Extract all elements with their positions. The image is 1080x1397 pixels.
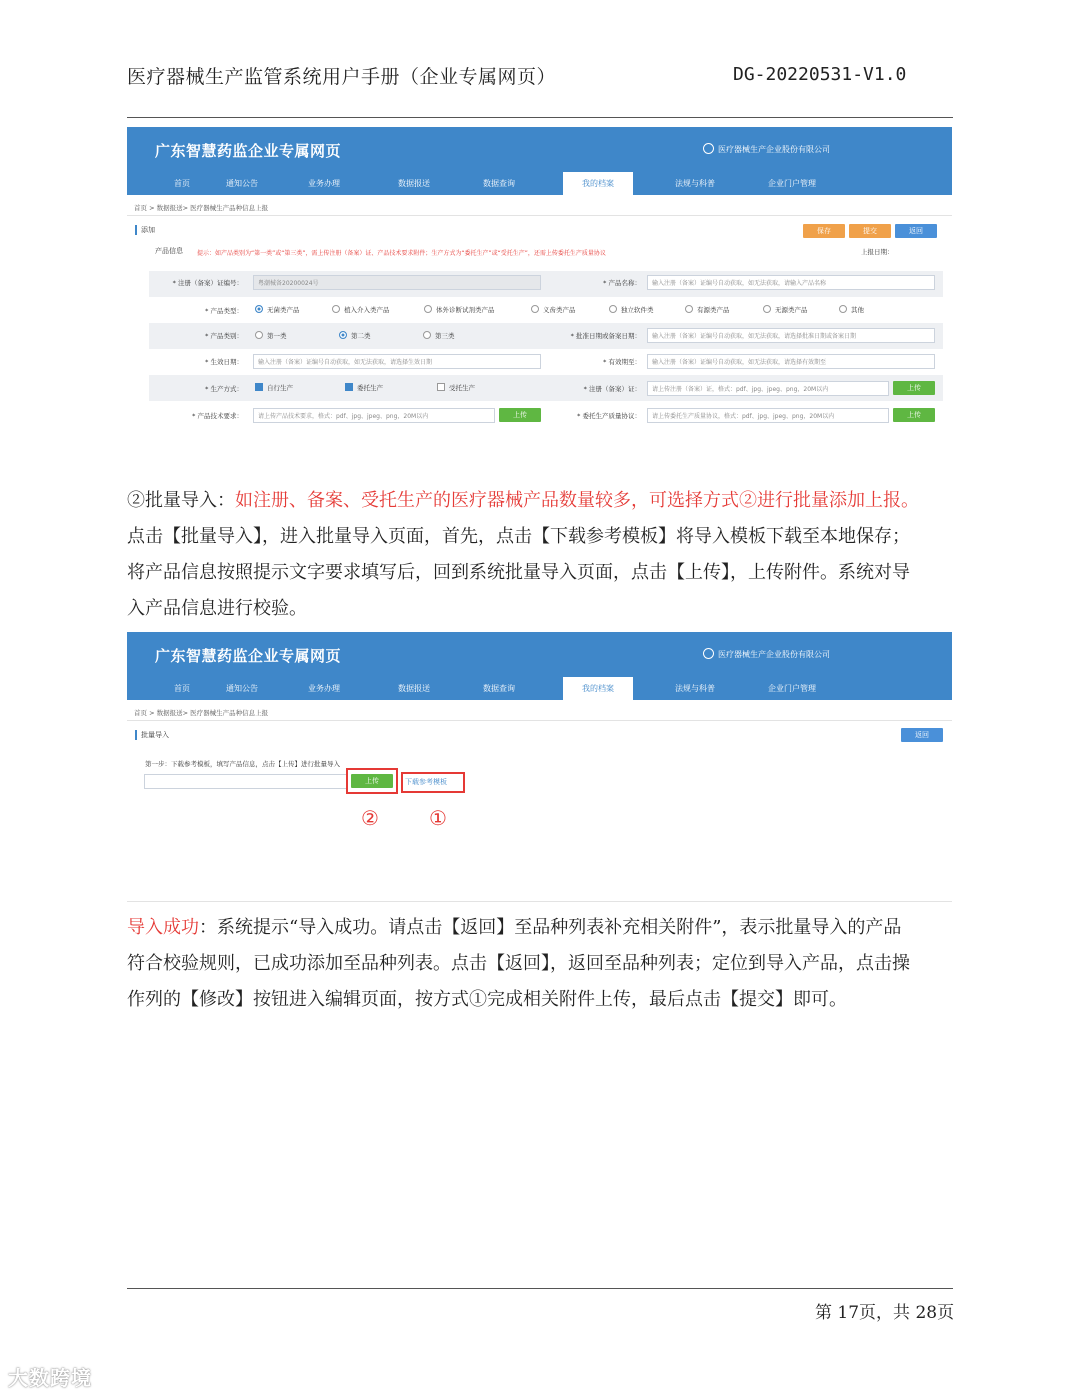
nav-portal-manage[interactable]: 企业门户管理 (768, 684, 816, 693)
radio-label: 第三类 (435, 332, 455, 340)
main-nav (127, 677, 952, 700)
checkbox-option[interactable] (437, 383, 475, 392)
breadcrumb: 首页 > 数据报送> 医疗器械生产品种信息上报 (134, 709, 269, 717)
valid-until-input[interactable]: 输入注册（备案）证编号自动获取，如无法获取，请选择有效期至 (647, 354, 935, 369)
radio-icon (424, 305, 432, 313)
section-title: 批量导入 (135, 730, 169, 740)
nav-business[interactable]: 业务办理 (308, 179, 340, 188)
page-number: 第 17页，共 28页 (815, 1303, 955, 1323)
radio-icon (609, 305, 617, 313)
report-date-label: 上报日期： (861, 248, 894, 256)
radio-option[interactable] (685, 305, 730, 314)
radio-icon (685, 305, 693, 313)
cert-file-input[interactable]: 请上传注册（备案）证，格式：pdf、jpg、jpeg、png，20M以内 (647, 381, 889, 396)
checkbox-option[interactable] (345, 383, 383, 392)
radio-label: 第一类 (267, 332, 287, 340)
divider (127, 901, 952, 902)
form-row (149, 375, 943, 401)
nav-notice[interactable]: 通知公告 (226, 684, 258, 693)
footer-rule (127, 1288, 953, 1289)
section-title: 添加 (135, 225, 155, 235)
radio-option[interactable] (423, 331, 455, 340)
company-account[interactable] (703, 648, 830, 660)
marker-download: ① (429, 806, 447, 830)
product-class-label: * 产品类别： (205, 332, 243, 340)
valid-until-label: * 有效期至： (603, 358, 641, 366)
divider (127, 720, 952, 721)
paragraph-import-success (127, 910, 953, 1018)
screenshot-batch-import (127, 632, 952, 902)
download-template-link[interactable]: 下载参考模板 (405, 778, 447, 786)
reg-no-input[interactable]: 粤潮械备20200024号 (253, 275, 541, 290)
company-name: 医疗器械生产企业股份有限公司 (718, 650, 830, 659)
radio-icon (423, 331, 431, 339)
para-line: 入产品信息进行校验。 (127, 598, 307, 619)
product-info-label: 产品信息 (155, 247, 183, 255)
para-line (127, 483, 953, 519)
radio-label: 体外诊断试剂类产品 (436, 306, 495, 314)
screenshot-add-form (127, 127, 952, 427)
radio-option[interactable] (609, 305, 654, 314)
checkbox-checked-icon (345, 383, 353, 391)
checkbox-label: 受托生产 (449, 384, 475, 392)
tech-req-label: * 产品技术要求： (192, 412, 243, 420)
upload-button[interactable]: 上传 (351, 774, 393, 788)
para-lead: ②批量导入： (127, 490, 235, 511)
portal-banner (127, 127, 952, 195)
para-line: 点击【批量导入】，进入批量导入页面，首先，点击【下载参考模板】将导入模板下载至本地保存； (127, 526, 910, 547)
header-rule (127, 117, 953, 118)
checkbox-label: 委托生产 (357, 384, 383, 392)
radio-option[interactable] (255, 331, 287, 340)
radio-checked-icon (339, 331, 347, 339)
radio-option[interactable] (531, 305, 576, 314)
para-text: ：系统提示“导入成功。请点击【返回】至品种列表补充相关附件”，表示批量导入的产品 (199, 917, 902, 938)
nav-query[interactable]: 数据查询 (483, 684, 515, 693)
radio-checked-icon (255, 305, 263, 313)
approve-date-input[interactable]: 输入注册（备案）证编号自动获取，如无法获取，请选择批准日期或备案日期 (647, 328, 935, 343)
radio-option[interactable] (339, 331, 371, 340)
nav-query[interactable]: 数据查询 (483, 179, 515, 188)
marker-upload: ② (361, 806, 379, 830)
checkbox-icon (437, 383, 445, 391)
nav-report[interactable]: 数据报送 (398, 179, 430, 188)
cert-label: * 注册（备案）证： (583, 385, 641, 393)
radio-label: 第二类 (351, 332, 371, 340)
paragraph-batch-import (127, 483, 953, 627)
nav-portal-manage[interactable]: 企业门户管理 (768, 179, 816, 188)
radio-icon (332, 305, 340, 313)
approve-date-label: * 批准日期或备案日期： (570, 332, 641, 340)
nav-home[interactable]: 首页 (174, 684, 190, 693)
radio-option[interactable] (763, 305, 808, 314)
submit-button[interactable]: 提交 (849, 224, 891, 238)
product-name-input[interactable]: 输入注册（备案）证编号自动获取，如无法获取，请输入产品名称 (647, 275, 935, 290)
radio-option[interactable] (424, 305, 495, 314)
reg-no-label: * 注册（备案）证编号： (172, 279, 243, 287)
radio-label: 植入介入类产品 (344, 306, 390, 314)
agreement-file-input[interactable]: 请上传委托生产质量协议，格式：pdf、jpg、jpeg、png，20M以内 (647, 408, 889, 423)
radio-label: 无菌类产品 (267, 306, 300, 314)
radio-option[interactable] (255, 305, 300, 314)
product-type-label: * 产品类型： (205, 307, 243, 315)
main-nav (127, 172, 952, 195)
breadcrumb: 首页 > 数据报送> 医疗器械生产品种信息上报 (134, 204, 269, 212)
portal-banner (127, 632, 952, 700)
back-button[interactable]: 返回 (895, 224, 937, 238)
nav-my-archive[interactable]: 我的档案 (563, 172, 633, 195)
divider (127, 215, 952, 216)
company-name: 医疗器械生产企业股份有限公司 (718, 145, 830, 154)
document-code: DG-20220531-V1.0 (733, 64, 907, 85)
back-button[interactable]: 返回 (901, 728, 943, 742)
product-form (149, 271, 943, 424)
radio-icon (531, 305, 539, 313)
para-line: 作列的【修改】按钮进入编辑页面，按方式①完成相关附件上传，最后点击【提交】即可。 (127, 989, 847, 1010)
effective-date-input[interactable]: 输入注册（备案）证编号自动获取，如无法获取，请选择生效日期 (253, 354, 541, 369)
production-mode-label: * 生产方式： (205, 385, 243, 393)
form-row (149, 297, 943, 323)
para-line: 符合校验规则，已成功添加至品种列表。点击【返回】，返回至品种列表；定位到导入产品，点击操 (127, 953, 910, 974)
form-row (149, 349, 943, 375)
portal-brand: 广东智慧药监企业专属网页 (155, 647, 342, 665)
checkbox-checked-icon (255, 383, 263, 391)
document-title: 医疗器械生产监管系统用户手册（企业专属网页） (127, 66, 557, 88)
effective-date-label: * 生效日期： (205, 358, 243, 366)
user-icon (703, 648, 714, 659)
form-row (149, 323, 943, 349)
watermark: 大数跨境 (8, 1366, 92, 1390)
radio-label: 有源类产品 (697, 306, 730, 314)
radio-label: 无源类产品 (775, 306, 808, 314)
user-icon (703, 143, 714, 154)
company-account[interactable] (703, 143, 830, 155)
radio-label: 义齿类产品 (543, 306, 576, 314)
radio-option[interactable] (839, 305, 864, 314)
para-line (127, 910, 953, 946)
radio-icon (763, 305, 771, 313)
radio-option[interactable] (332, 305, 390, 314)
portal-brand: 广东智慧药监企业专属网页 (155, 142, 342, 160)
para-highlight: 如注册、备案、受托生产的医疗器械产品数量较多，可选择方式②进行批量添加上报。 (235, 490, 919, 511)
nav-my-archive[interactable]: 我的档案 (563, 677, 633, 700)
nav-report[interactable]: 数据报送 (398, 684, 430, 693)
step-text: 第一步：下载参考模板，填写产品信息，点击【上传】进行批量导入 (145, 760, 340, 768)
save-button[interactable]: 保存 (803, 224, 845, 238)
nav-business[interactable]: 业务办理 (308, 684, 340, 693)
para-highlight: 导入成功 (127, 917, 199, 938)
radio-label: 其他 (851, 306, 864, 314)
tip-text: 提示：如产品类别为“第一类”或“第三类”，需上传注册（备案）证、产品技术要求附件；生产方式为“委托生产”或“受托生产”，还需上传委托生产质量协议 (197, 250, 606, 257)
checkbox-label: 自行生产 (267, 384, 293, 392)
agreement-upload-button[interactable]: 上传 (893, 408, 935, 422)
nav-regulation[interactable]: 法规与科普 (675, 684, 715, 693)
form-row (149, 401, 943, 427)
tech-req-upload-button[interactable]: 上传 (499, 408, 541, 422)
para-line: 将产品信息按照提示文字要求填写后，回到系统批量导入页面，点击【上传】，上传附件。系统对导 (127, 562, 910, 583)
agreement-label: * 委托生产质量协议： (577, 412, 641, 420)
nav-home[interactable]: 首页 (174, 179, 190, 188)
import-file-input[interactable] (144, 774, 348, 789)
product-name-label: * 产品名称： (603, 279, 641, 287)
radio-label: 独立软件类 (621, 306, 654, 314)
radio-icon (839, 305, 847, 313)
radio-icon (255, 331, 263, 339)
checkbox-option[interactable] (255, 383, 293, 392)
form-row (149, 271, 943, 297)
tech-req-file-input[interactable]: 请上传产品技术要求，格式：pdf、jpg、jpeg、png，20M以内 (253, 408, 495, 423)
nav-notice[interactable]: 通知公告 (226, 179, 258, 188)
cert-upload-button[interactable]: 上传 (893, 381, 935, 395)
nav-regulation[interactable]: 法规与科普 (675, 179, 715, 188)
